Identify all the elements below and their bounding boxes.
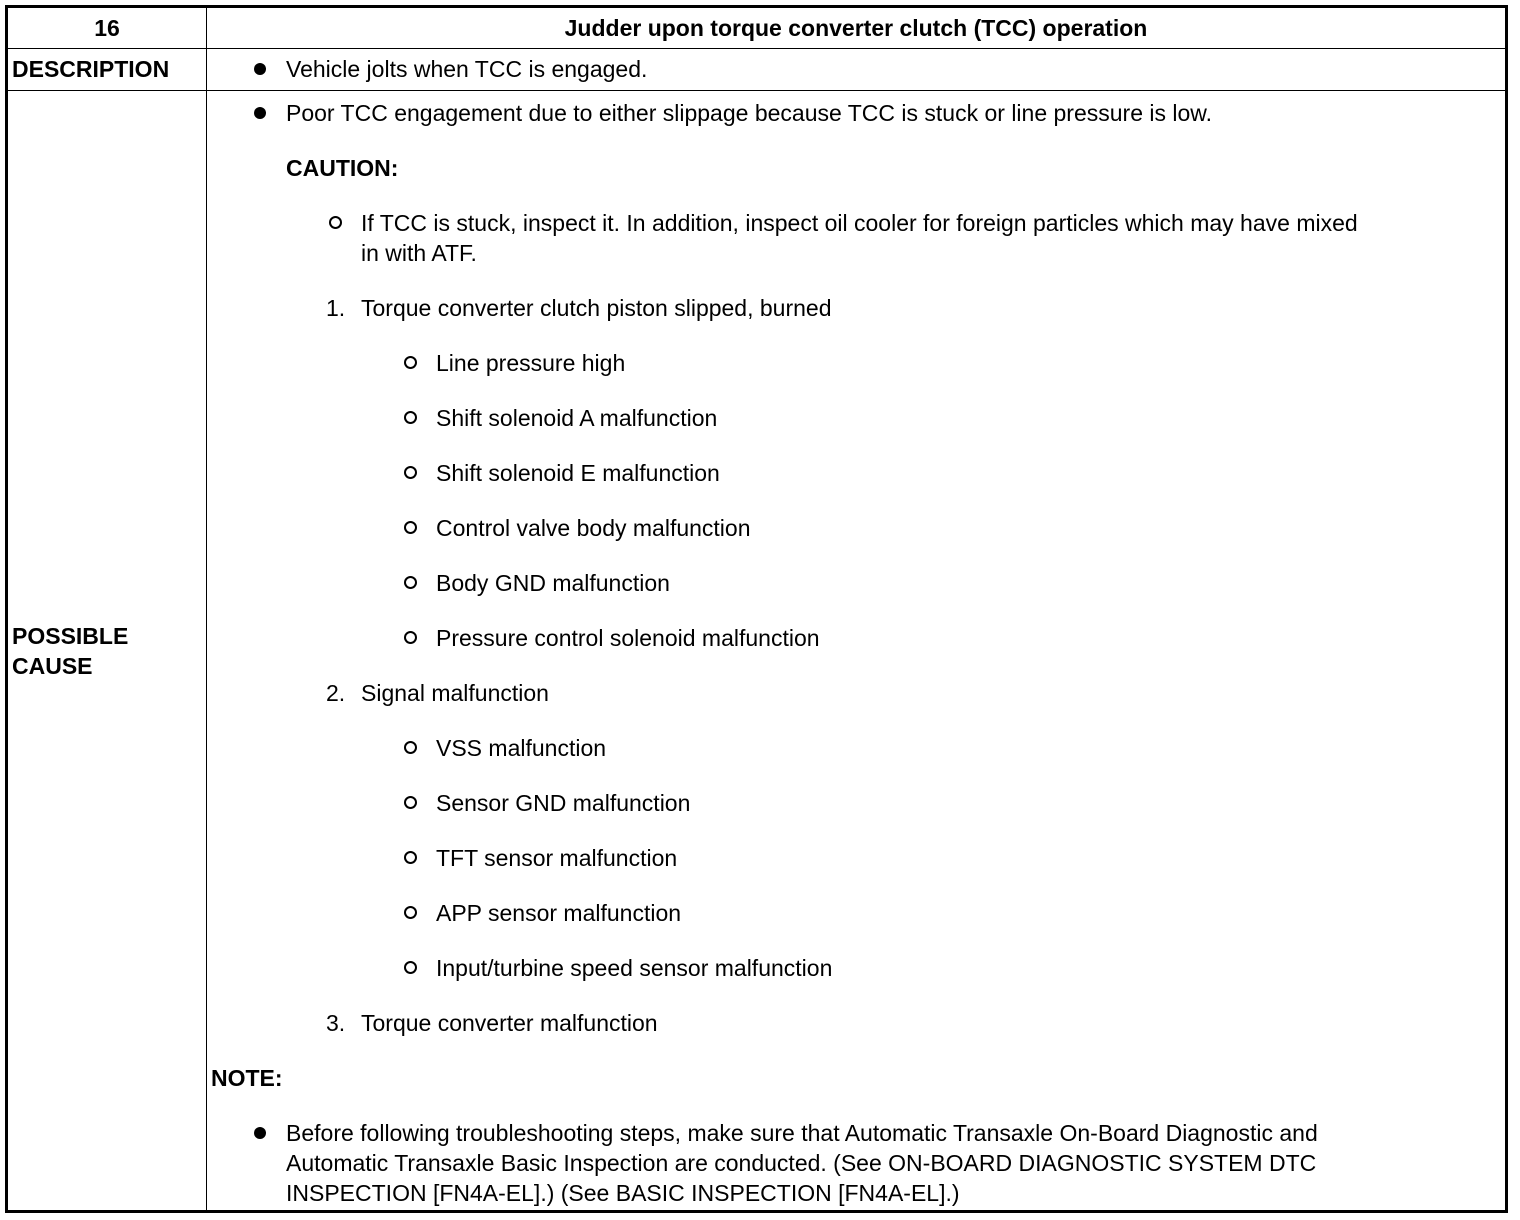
list-number: 2. (326, 680, 346, 706)
caution-text-line2: in with ATF. (361, 240, 477, 266)
sub-item-text: VSS malfunction (436, 735, 607, 761)
sub-item-text: Pressure control solenoid malfunction (436, 625, 820, 651)
list-number: 1. (326, 295, 346, 321)
hollow-bullet-icon (329, 216, 342, 229)
item-title: Judder upon torque converter clutch (TCC) operation (207, 7, 1507, 49)
sub-item-text: Sensor GND malfunction (436, 790, 691, 816)
caution-label: CAUTION: (286, 155, 399, 181)
hollow-bullet-icon (404, 741, 417, 754)
hollow-bullet-icon (404, 851, 417, 864)
description-cell (207, 49, 1507, 91)
sub-item-text: TFT sensor malfunction (436, 845, 678, 871)
main-cause-text: Poor TCC engagement due to either slippage because TCC is stuck or line pressure is low. (286, 100, 1213, 126)
possible-cause-label-line1: POSSIBLE (12, 622, 129, 649)
hollow-bullet-icon (404, 796, 417, 809)
possible-cause-label-line2: CAUSE (12, 652, 93, 679)
possible-cause-row (7, 91, 1507, 1212)
possible-cause-content (207, 91, 1507, 1212)
hollow-bullet-icon (404, 961, 417, 974)
bullet-icon (254, 107, 266, 119)
sub-item-text: Input/turbine speed sensor malfunction (436, 955, 833, 981)
possible-cause-label (7, 91, 207, 1212)
hollow-bullet-icon (404, 631, 417, 644)
hollow-bullet-icon (404, 356, 417, 369)
troubleshooting-table (5, 5, 1508, 1213)
sub-item-text: Shift solenoid A malfunction (436, 405, 718, 431)
sub-item-text: APP sensor malfunction (436, 900, 682, 926)
hollow-bullet-icon (404, 466, 417, 479)
hollow-bullet-icon (404, 411, 417, 424)
list-item-text: Torque converter clutch piston slipped, burned (361, 295, 832, 321)
hollow-bullet-icon (404, 521, 417, 534)
list-item-text: Signal malfunction (361, 680, 549, 706)
sub-item-text: Shift solenoid E malfunction (436, 460, 720, 486)
sub-item-text: Control valve body malfunction (436, 515, 751, 541)
hollow-bullet-icon (404, 576, 417, 589)
bullet-icon (254, 63, 266, 75)
caution-text-line1: If TCC is stuck, inspect it. In addition, inspect oil cooler for foreign particles which may have mixed (361, 210, 1358, 236)
bullet-icon (254, 1127, 266, 1139)
note-text-line2: Automatic Transaxle Basic Inspection are conducted. (See ON-BOARD DIAGNOSTIC SYSTEM DTC (286, 1150, 1317, 1176)
sub-item-text: Line pressure high (436, 350, 626, 376)
description-label: DESCRIPTION (7, 49, 207, 91)
header-row (7, 7, 1507, 49)
description-row (7, 49, 1507, 91)
note-text-line3: INSPECTION [FN4A-EL].) (See BASIC INSPECTION [FN4A-EL].) (286, 1180, 960, 1206)
sub-item-text: Body GND malfunction (436, 570, 670, 596)
list-item-text: Torque converter malfunction (361, 1010, 658, 1036)
description-text: Vehicle jolts when TCC is engaged. (286, 56, 648, 82)
note-text-line1: Before following troubleshooting steps, make sure that Automatic Transaxle On-Board Diagnostic and (286, 1120, 1318, 1146)
note-label: NOTE: (211, 1065, 283, 1091)
list-number: 3. (326, 1010, 346, 1036)
hollow-bullet-icon (404, 906, 417, 919)
item-number: 16 (7, 7, 207, 49)
